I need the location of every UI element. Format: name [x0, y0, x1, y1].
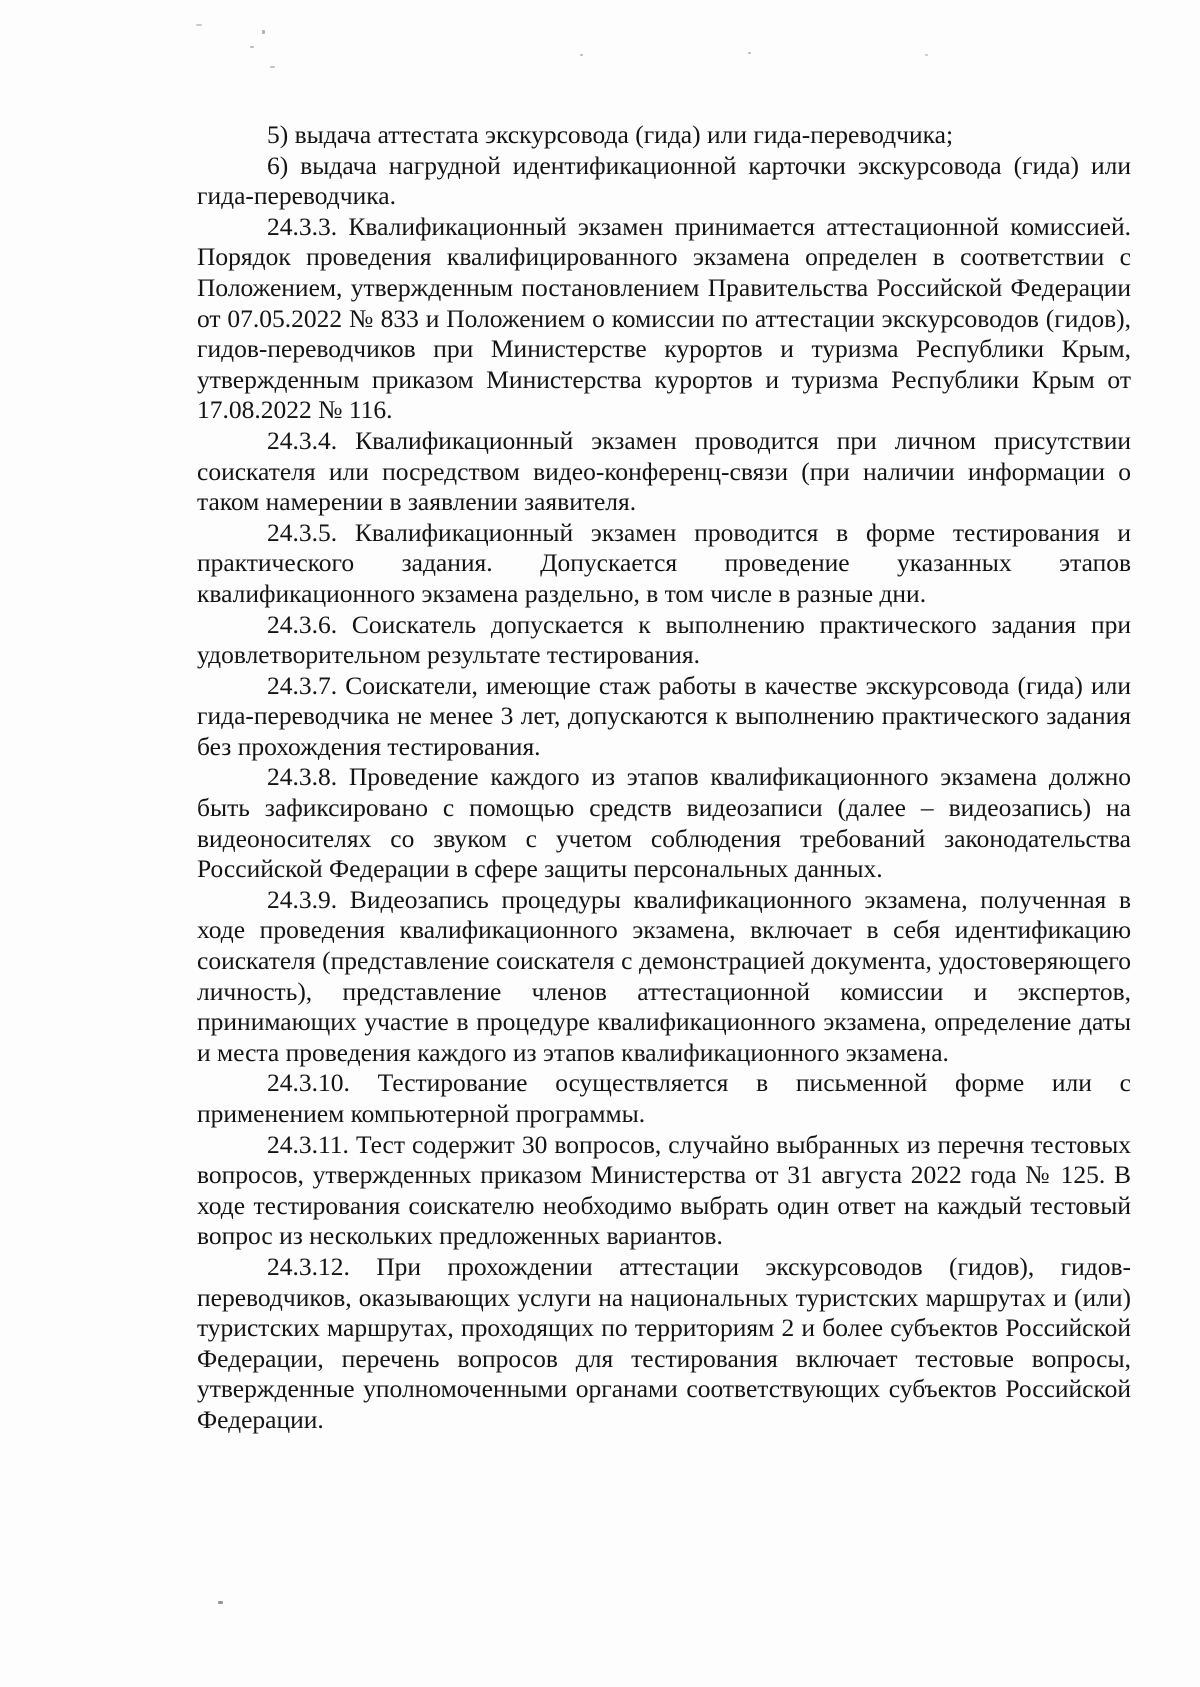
clause-24-3-8: 24.3.8. Проведение каждого из этапов квалификационного экзамена должно быть зафиксировано с помощью средств видеозаписи (далее – видеозапись) на видеоносителях со звуком с учетом соблюдения требований законодательства Российской Федерации в сфере защиты персональных данных.: [197, 762, 1131, 884]
clause-24-3-9: 24.3.9. Видеозапись процедуры квалификационного экзамена, полученная в ходе проведения квалификационного экзамена, включает в себя идентификацию соискателя (представление соискателя с демонстрацией документа, удостоверяющего личность), представление членов аттестационной комиссии и экспертов, принимающих участие в процедуре квалификационного экзамена, определение даты и места проведения каждого из этапов квалификационного экзамена.: [197, 884, 1131, 1067]
scan-noise-mark: [270, 66, 275, 68]
document-body: [197, 120, 1131, 1436]
scan-noise-mark: [218, 1601, 223, 1604]
clause-24-3-4: 24.3.4. Квалификационный экзамен проводится при личном присутствии соискателя или посредством видео-конференц-связи (при наличии информации о таком намерении в заявлении заявителя.: [197, 425, 1131, 517]
clause-24-3-11: 24.3.11. Тест содержит 30 вопросов, случайно выбранных из перечня тестовых вопросов, утвержденных приказом Министерства от 31 августа 2022 года № 125. В ходе тестирования соискателю необходимо выбрать один ответ на каждый тестовый вопрос из нескольких предложенных вариантов.: [197, 1129, 1131, 1251]
scan-noise-mark: [196, 24, 202, 26]
clause-24-3-7: 24.3.7. Соискатели, имеющие стаж работы в качестве экскурсовода (гида) или гида-переводчика не менее 3 лет, допускаются к выполнению практического задания без прохождения тестирования.: [197, 670, 1131, 761]
list-item-certificate-issue: 5) выдача аттестата экскурсовода (гида) или гида-переводчика;: [267, 120, 954, 149]
scan-noise-mark: [925, 54, 928, 56]
scan-noise-mark: [262, 30, 265, 34]
list-item-badge-issue: 6) выдача нагрудной идентификационной карточки экскурсовода (гида) или гида-переводчика.: [197, 150, 1131, 211]
clause-24-3-3: 24.3.3. Квалификационный экзамен принимается аттестационной комиссией. Порядок проведения квалифицированного экзамена определен в соответствии с Положением, утвержденным постановлением Правительства Российской Федерации от 07.05.2022 № 833 и Положением о комиссии по аттестации экскурсоводов (гидов), гидов-переводчиков при Министерстве курортов и туризма Республики Крым, утвержденным приказом Министерства курортов и туризма Республики Крым от 17.08.2022 № 116.: [197, 211, 1131, 425]
clause-24-3-6: 24.3.6. Соискатель допускается к выполнению практического задания при удовлетворительном результате тестирования.: [197, 609, 1131, 670]
scan-noise-mark: [748, 52, 751, 54]
clause-24-3-5: 24.3.5. Квалификационный экзамен проводится в форме тестирования и практического задания. Допускается проведение указанных этапов квалификационного экзамена раздельно, в том числе в разные дни.: [197, 517, 1131, 608]
scan-noise-mark: [580, 54, 583, 56]
scan-noise-mark: [250, 46, 254, 48]
clause-24-3-10: 24.3.10. Тестирование осуществляется в письменной форме или с применением компьютерной программы.: [197, 1068, 1131, 1128]
clause-24-3-12: 24.3.12. При прохождении аттестации экскурсоводов (гидов), гидов-переводчиков, оказывающих услуги на национальных туристских маршрутах и (или) туристских маршрутах, проходящих по территориям 2 и более субъектов Российской Федерации, перечень вопросов для тестирования включает тестовые вопросы, утвержденные уполномоченными органами соответствующих субъектов Российской Федерации.: [197, 1251, 1131, 1434]
